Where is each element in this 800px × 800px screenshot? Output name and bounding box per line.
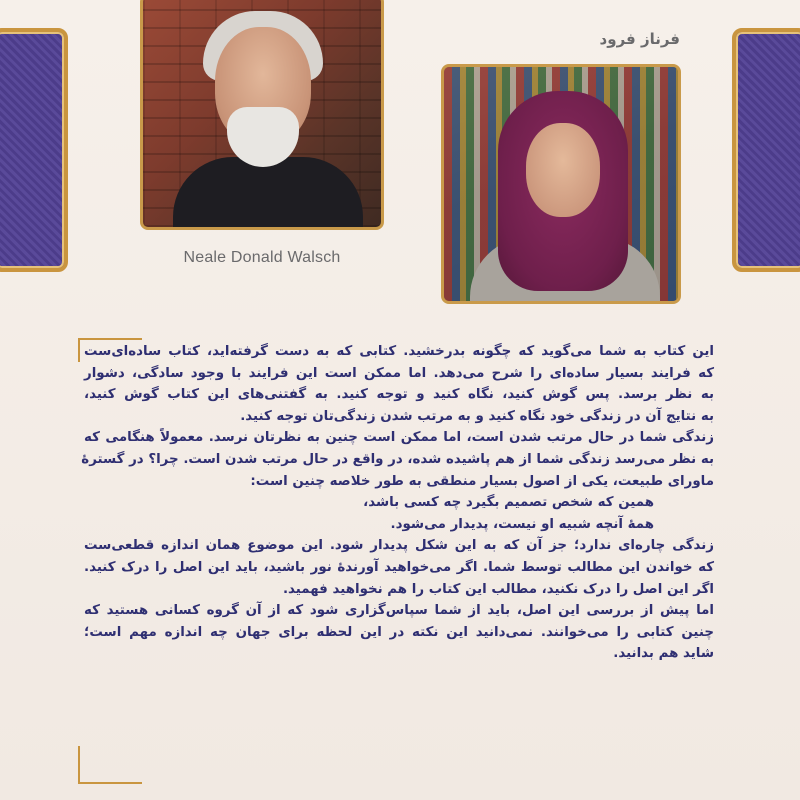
blurb-line: اما پیش از بررسی این اصل، باید از شما سپاس‌گزاری شود که از آن گروه کسانی هستید که [84,603,714,619]
blurb-line: که خواندن این مطالب توسط شما. اگر می‌خواهید آورندهٔ نور باشید، باید این اصل را درک کنید. [84,559,714,575]
right-purple-panel [732,28,800,272]
blurb-line: ماورای طبیعت، یکی از اصول بسیار منطقی به طور خلاصه چنین است: [250,473,714,489]
blurb-line: که فرایند بسیار ساده‌ای را شرح می‌دهد. اما ممکن است این فرایند با وجود سادگی، دشوار [84,365,714,381]
blurb-line: زندگی شما در حال مرتب شدن است، اما ممکن است چنین به نظرتان نرسد. معمولاً هنگامی که [84,430,714,446]
blurb-text [81,341,714,665]
quote-line: همهٔ آنچه شبیه او نیست، پدیدار می‌شود. [390,516,654,532]
blurb-line: به نظر می‌رسد زندگی شما از هم پاشیده شده، در واقع در حال مرتب شدن است. چرا؟ در گسترهٔ [81,451,714,467]
frame-corner-bottom [78,746,142,784]
blurb-line: اگر این اصل را درک نکنید، مطالب این کتاب را هم نخواهید فهمید. [282,581,714,597]
author-photo [140,0,384,230]
blurb-line: این کتاب به شما می‌گوید که چگونه بدرخشید. کتابی که به دست گرفته‌اید، کتاب ساده‌ای‌ست [84,344,714,359]
translator-photo [441,64,681,304]
blurb-line: به نتایج آن در زندگی خود نگاه کنید و به مرتب شدن زندگی‌تان توجه کنید. [240,408,714,424]
quote-line: همین که شخص تصمیم بگیرد چه کسی باشد، [363,495,654,511]
blurb-line: به نظر برسد. پس گوش کنید، نگاه کنید و توجه کنید. به گفتنی‌های این کتاب گوش کنید، [84,387,714,403]
translator-name-caption: فرناز فرود [599,30,680,48]
translator-face [526,123,600,217]
left-purple-panel [0,28,68,272]
author-jacket [173,157,363,230]
blurb-line: چنین کتابی را می‌خوانند. نمی‌دانید این نکته در این لحظه برای جهان چه اندازه مهم است؛ [84,624,714,640]
blurb-line: شاید هم بدانید. [613,646,714,662]
blurb-line: زندگی چاره‌ای ندارد؛ جز آن که به این شکل پدیدار شود. این موضوع همان اندازه قطعی‌ست [84,538,714,554]
author-name-caption: Neale Donald Walsch [183,249,341,266]
